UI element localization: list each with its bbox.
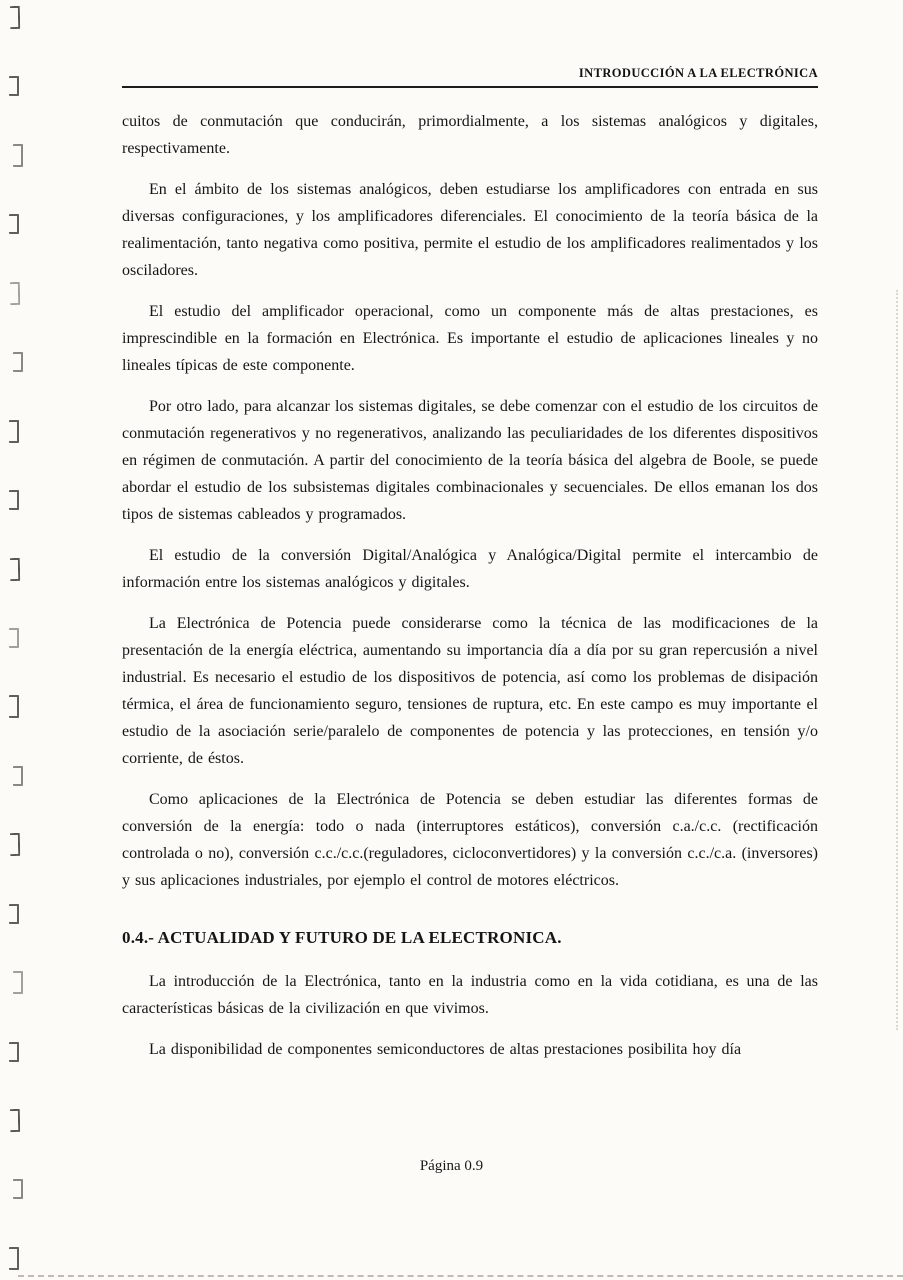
binding-mark [9,1247,19,1270]
binding-mark [13,352,23,372]
paragraph: La introducción de la Electrónica, tanto en la industria como en la vida cotidiana, es una de las características básicas de la civilización en que vivimos. [122,973,818,1017]
binding-mark [13,1179,23,1199]
binding-mark [10,6,20,29]
binding-mark [9,695,19,718]
text-column [122,0,818,1280]
paragraph: El estudio del amplificador operacional, como un componente más de altas prestaciones, es imprescindible en la formación en Electrónica. Es importante el estudio de aplicaciones lineales y no lineales típicas de este componente. [122,303,818,374]
binding-mark [10,282,20,305]
paragraph: La disponibilidad de componentes semiconductores de altas prestaciones posibilita hoy día [149,1041,742,1058]
scan-binding-marks [9,0,43,1280]
paragraph: Por otro lado, para alcanzar los sistemas digitales, se debe comenzar con el estudio de los circuitos de conmutación regenerativos y no regenerativos, analizando las peculiaridades de los diferentes dispositivos en régimen de conmutación. A partir del conocimiento de la teoría básica del algebra de Boole, se puede abordar el estudio de los subsistemas digitales combinacionales y secuenciales. De ellos emanan los dos tipos de sistemas cableados y programados. [122,398,818,523]
paragraph: La Electrónica de Potencia puede considerarse como la técnica de las modificaciones de la presentación de la energía eléctrica, aumentando su importancia día a día por su gran repercusión a nivel industrial. Es necesario el estudio de los dispositivos de potencia, así como los problemas de disipación térmica, el área de funcionamiento seguro, tensiones de ruptura, etc. En este campo es muy importante el estudio de la asociación serie/paralelo de componentes de potencia y las protecciones, en tensión y/o corriente, de éstos. [122,615,818,767]
paragraph: En el ámbito de los sistemas analógicos, deben estudiarse los amplificadores con entrada en sus diversas configuraciones, y los amplificadores diferenciales. El conocimiento de la teoría básica de la realimentación, tanto negativa como positiva, permite el estudio de los amplificadores realimentados y los osciladores. [122,181,818,279]
binding-mark [10,833,20,856]
scan-artifact-right-edge [896,290,898,1030]
binding-mark [10,557,20,580]
binding-mark [9,628,19,648]
binding-mark [13,144,23,167]
paragraph: cuitos de conmutación que conducirán, primordialmente, a los sistemas analógicos y digitales, respectivamente. [122,113,818,157]
paragraph: El estudio de la conversión Digital/Analógica y Analógica/Digital permite el intercambio de información entre los sistemas analógicos y digitales. [122,547,818,591]
binding-mark [13,766,23,786]
binding-mark [10,1109,20,1132]
binding-mark [9,420,19,443]
binding-mark [9,214,19,234]
binding-mark [9,904,19,924]
page-header [122,0,818,88]
scan-artifact-bottom-edge [18,1275,903,1277]
paragraph: Como aplicaciones de la Electrónica de Potencia se deben estudiar las diferentes formas de conversión de la energía: todo o nada (interruptores estáticos), conversión c.a./c.c. (rectificación controlada o no), conversión c.c./c.c.(reguladores, cicloconvertidores) y la conversión c.c./c.a. (inversores) y sus aplicaciones industriales, por ejemplo el control de motores eléctricos. [122,791,818,889]
page-body [122,88,818,1063]
binding-mark [9,490,19,510]
running-header-title: INTRODUCCIÓN A LA ELECTRÓNICA [578,66,818,80]
binding-mark [13,971,23,994]
page-number: Página 0.9 [419,1158,484,1174]
section-heading: 0.4.- ACTUALIDAD Y FUTURO DE LA ELECTRONICA. [122,928,562,947]
binding-mark [9,76,19,96]
binding-mark [9,1042,19,1062]
